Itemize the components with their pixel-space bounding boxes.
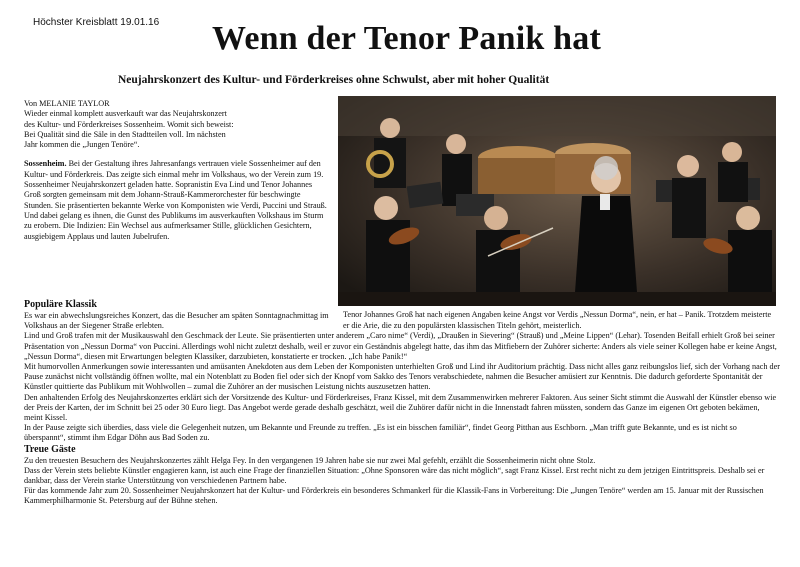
lead-line: Bei Qualität sind die Säle in den Stadtteilen voll. Im nächsten (24, 129, 226, 139)
body-paragraph: Es war ein abwechslungsreiches Konzert, das die Besucher am späten Sonntagnachmittag im Volkshaus an der Siegener Straße erlebten. (24, 311, 329, 331)
body-paragraph: Lind und Groß trafen mit der Musikauswahl den Geschmack der Leute. Sie präsentierten unter anderem „Caro nime“ (Verdi), „Draußen in Sievering“ (Strauß) und „Meine Lippen“ (Lehar). Tosenden Beifall erhielt Groß bei seiner Präsentation von „Nessun Dorma“ von Puccini. Allerdings wohl nicht zuletzt deshalb, weil er zuvor ein Geständnis abgelegt hatte, das ihm das Mitfiebern der Zuhörer sicherte: Anders als viele seiner Kollegen habe er keine Angst, „Nessun Dorma“, diesen mit Erwartungen belegten Klassiker, darzubieten, konstatierte er trocken. „Ich habe Panik!“ (24, 331, 777, 361)
photo-caption: Tenor Johannes Groß hat nach eigenen Angaben keine Angst vor Verdis „Nessun Dorma“, nein, er hat – Panik. Trotzdem meisterte er die Arie, die zu den populärsten klassischen Titeln gehört, meisterlich. (343, 310, 772, 330)
body-paragraph: Den anhaltenden Erfolg des Neujahrskonzertes erklärt sich der Vorsitzende des Kultur- und Förderkreises, Franz Kissel, mit dem Zusammenwirken mehrerer Faktoren. Aus seiner Sicht stimmt die Auswahl der Künstler ebenso wie der Preis der Karten, der im Schnitt bei 25 oder 30 Euro liegt. Das Angebot werde gerade deshalb geschätzt, weil die Zuhörer dafür nicht in die Innenstadt fahren müssten, sondern das Ganze im eigenen Ort geboten bekämen, meint Kissel. (24, 392, 777, 423)
subheadline: Neujahrskonzert des Kultur- und Förderkreises ohne Schwulst, aber mit hoher Qualität (118, 74, 550, 86)
section-heading-populaere-klassik: Populäre Klassik (24, 299, 97, 310)
body-paragraph: Dass der Verein stets beliebte Künstler engagieren kann, ist auch eine Frage der finanziellen Situation: „Ohne Sponsoren wäre das nicht möglich“, sagt Franz Kissel. Erst recht nicht zu dem jetzigen Eintrittspreis. Deshalb sei er dankbar, dass der Verein starke Unterstützung von verschiedenen Partnern habe. (24, 465, 765, 486)
concert-photo (338, 96, 776, 306)
byline: Von MELANIE TAYLOR (24, 99, 110, 108)
lead-column (24, 99, 330, 251)
body-paragraph: Zu den treuesten Besuchern des Neujahrskonzertes zählt Helga Fey. In den vergangenen 19 Jahren habe sie nur zwei Mal gefehlt, erzählt die Sossenheimerin nicht ohne Stolz. (24, 455, 596, 465)
dateline: Sossenheim. (24, 159, 67, 169)
lead-line: des Kultur- und Förderkreises Sossenheim. Womit sich beweist: (24, 119, 234, 129)
lead-line: Jahr kommen die „Jungen Tenöre“. (24, 140, 140, 150)
newspaper-source: Höchster Kreisblatt 19.01.16 (33, 17, 160, 28)
lead-paragraph (24, 99, 330, 150)
lead-line: Wieder einmal komplett ausverkauft war das Neujahrskonzert (24, 109, 227, 119)
body-paragraph: In der Pause zeigte sich überdies, dass viele die Gelegenheit nutzen, um Bekannte und Freunde zu treffen. „Es ist ein bisschen familiär“, findet Georg Pitthan aus Eschborn. „Man trifft gute Bekannte, und es ist nicht so überspannt“, stimmt ihm Edgar Döhn aus Bad Soden zu. (24, 423, 737, 443)
section-heading-treue-gaeste: Treue Gäste (24, 443, 76, 455)
article-body (24, 299, 780, 507)
intro-text: Bei der Gestaltung ihres Jahresanfangs vertrauen viele Sossenheimer auf den Kultur- und Förderkreis. Das zeigte sich einmal mehr im Volkshaus, wo der Verein zum 19. Sossenheimer Neujahrskonzert geladen hatte. Sopranistin Eva Lind und Tenor Johannes Groß sorgten gemeinsam mit dem Johann-Strauß-Kammerorchester für beschwingte Stunden. Sie präsentierten bekannte Werke von Komponisten wie Verdi, Puccini und Strauß. Und dabei gelang es ihnen, die Gunst des Publikums im ausverkauften Volkshaus im Sturm zu erobern. Die Indizien: Ein Wechsel aus aufmerksamer Stille, glücklichen Gesichtern, ausgiebigem Applaus und lauten Jubelrufen. (24, 159, 327, 241)
intro-paragraph (24, 159, 330, 241)
headline: Wenn der Tenor Panik hat (212, 20, 601, 57)
body-paragraph: Für das kommende Jahr zum 20. Sossenheimer Neujahrskonzert hat der Kultur- und Förderkreis ein besonderes Schmankerl für die Klassik-Fans in Vorbereitung: Die „Jungen Tenöre“ werden am 15. Januar mit der Russischen Kammerphilharmonie St. Petersburg auf der Bühne stehen. (24, 486, 764, 506)
body-paragraph: Mit humorvollen Anmerkungen sowie interessanten und amüsanten Anekdoten aus dem Leben der Komponisten unterhielten Groß und Lind ihr Auditorium prächtig. Dass nicht alles ganz reibungslos lief, sich der Vorhang nach der Pause zunächst nicht vollständig öffnen wollte, mal ein Notenblatt zu Boden fiel oder sich der Knopf vom Sakko des Tenors verabschiedete, nahmen die Besucher amüsiert zur Kenntnis. Die dadurch geforderte Spontanität der Künstler quittierte das Publikum mit Wohlwollen – zumal die Zuhörer an der musischen Leistung nichts auszusetzen hatten. (24, 362, 780, 392)
concert-photo-illustration (338, 96, 776, 306)
